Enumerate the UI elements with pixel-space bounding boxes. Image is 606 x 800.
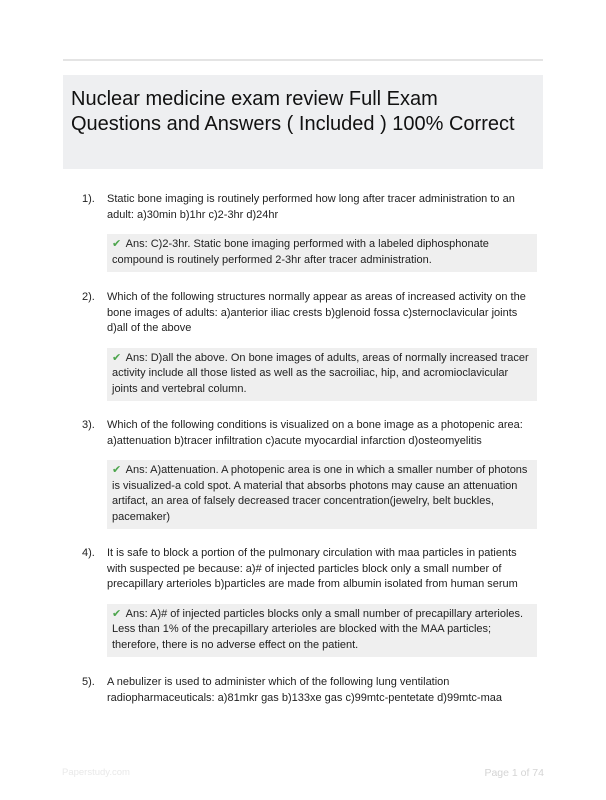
qa-item-2 <box>82 290 542 401</box>
question-number: 4). <box>82 547 95 559</box>
checkmark-icon: ✔ <box>112 238 122 250</box>
answer-text: Ans: A)# of injected particles blocks only a small number of precapillary arterioles. Less than 1% of the precapillary arterioles are blocked with the MAA particles; therefore, there is no adverse effect on the patient. <box>112 607 524 651</box>
answer-box <box>107 234 537 272</box>
qa-item-1 <box>82 192 542 272</box>
question-number: 2). <box>82 291 95 303</box>
question-number: 1). <box>82 193 95 205</box>
document-title: Nuclear medicine exam review Full Exam Questions and Answers ( Included ) 100% Correct <box>71 88 515 135</box>
title-box <box>63 75 543 169</box>
checkmark-icon: ✔ <box>112 351 122 364</box>
question-number: 3). <box>82 419 95 431</box>
question-text: It is safe to block a portion of the pulmonary circulation with maa particles in patients with suspected pe because: a)# of injected particles block only a small number of precapillary arterioles b)particles are made from albumin isolated from human serum <box>107 547 518 590</box>
footer-site-watermark: Paperstudy.com <box>62 767 130 778</box>
top-divider <box>63 59 543 61</box>
question-number: 5). <box>82 676 95 688</box>
question-text: Which of the following conditions is visualized on a bone image as a photopenic area: a)attenuation b)tracer infiltration c)acute myocardial infarction d)osteomyelitis <box>107 419 523 447</box>
answer-text: Ans: D)all the above. On bone images of adults, areas of normally increased tracer activity include all those listed as well as the sacroiliac, hip, and acromioclavicular joints and vertebral column. <box>112 351 529 395</box>
answer-box <box>107 460 537 529</box>
question-text: Static bone imaging is routinely performed how long after tracer administration to an adult: a)30min b)1hr c)2-3hr d)24hr <box>107 193 515 221</box>
question-text: A nebulizer is used to administer which of the following lung ventilation radiopharmaceuticals: a)81mkr gas b)133xe gas c)99mtc-pentetate d)99mtc-maa <box>107 676 502 704</box>
question-text: Which of the following structures normally appear as areas of increased activity on the bone images of adults: a)anterior iliac crests b)glenoid fossa c)sternoclavicular joints d)all of the above <box>107 291 526 334</box>
page-number: Page 1 of 74 <box>484 767 544 779</box>
qa-item-4 <box>82 546 542 657</box>
checkmark-icon: ✔ <box>112 607 122 620</box>
qa-item-5 <box>82 675 542 706</box>
checkmark-icon: ✔ <box>112 464 122 476</box>
answer-text: Ans: A)attenuation. A photopenic area is one in which a smaller number of photons is visualized-a cold spot. A material that absorbs photons may cause an attenuation artifact, an area of falsely decreased tracer concentration(jewelry, belt buckles, pacemaker) <box>112 464 528 523</box>
answer-box <box>107 348 537 402</box>
answer-text: Ans: C)2-3hr. Static bone imaging performed with a labeled diphosphonate compound is routinely performed 2-3hr after tracer administration. <box>112 238 489 266</box>
qa-item-3 <box>82 418 542 529</box>
answer-box <box>107 604 537 658</box>
